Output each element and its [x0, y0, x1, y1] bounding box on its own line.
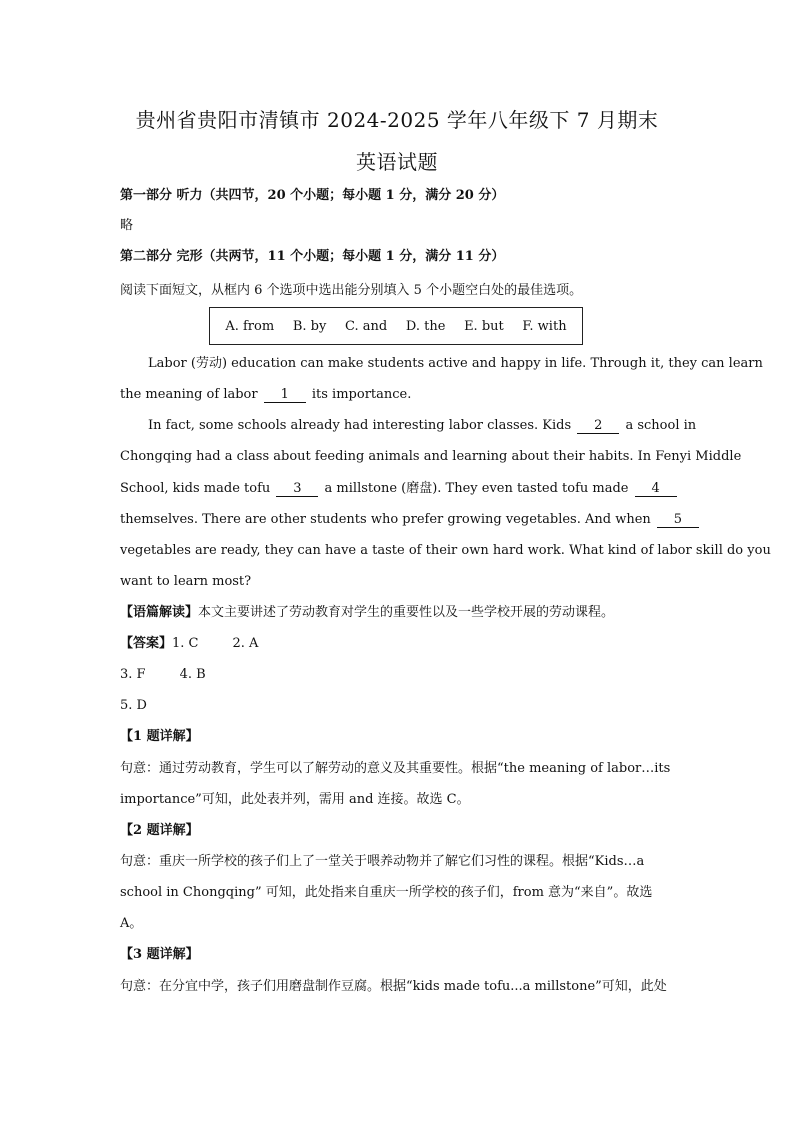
analysis-text: 本文主要讲述了劳动教育对学生的重要性以及一些学校开展的劳动课程。: [198, 605, 615, 620]
q2-label: 【2 题详解】: [120, 823, 199, 838]
q1-label: 【1 题详解】: [120, 729, 199, 744]
passage-line: vegetables are ready, they can have a taste of their own hard work. What kind of labor skill do you: [120, 543, 771, 558]
options-box: [209, 307, 583, 345]
exam-title-line1: 贵州省贵阳市清镇市 2024-2025 学年八年级下 7 月期末: [135, 108, 659, 132]
passage-line: In fact, some schools already had interesting labor classes. Kids 2 a school in: [148, 418, 697, 433]
blank-3: 3: [276, 482, 318, 497]
passage-line: School, kids made tofu 3 a millstone (磨盘). They even tasted tofu made 4: [120, 479, 680, 499]
q2-explanation: 句意：重庆一所学校的孩子们上了一堂关于喂养动物并了解它们习性的课程。根据“Kids…a: [120, 854, 645, 869]
option-d: D. the: [405, 318, 446, 334]
option-e: E. but: [464, 318, 504, 334]
option-c: C. and: [345, 318, 388, 334]
exam-title-line2: 英语试题: [356, 150, 438, 174]
part1-note: 略: [120, 218, 134, 233]
q1-explanation: importance”可知，此处表并列，需用 and 连接。故选 C。: [120, 792, 470, 807]
q3-explanation: 句意：在分宜中学，孩子们用磨盘制作豆腐。根据“kids made tofu...a millstone”可知，此处: [120, 979, 667, 994]
blank-2: 2: [577, 419, 619, 434]
q2-explanation: A。: [120, 916, 143, 931]
answer-line: 5. D: [120, 698, 147, 713]
part2-heading: 第二部分 完形（共两节，11 个小题；每小题 1 分，满分 11 分）: [120, 249, 505, 264]
answer-line: 【答案】1. C 2. A: [120, 636, 259, 651]
passage-line: Labor (劳动) education can make students active and happy in life. Through it, they can learn: [148, 356, 763, 371]
reading-instruction: 阅读下面短文，从框内 6 个选项中选出能分别填入 5 个小题空白处的最佳选项。: [120, 283, 583, 298]
q3-label: 【3 题详解】: [120, 947, 199, 962]
passage-line: Chongqing had a class about feeding animals and learning about their habits. In Fenyi Middle: [120, 449, 742, 464]
analysis-label: 【语篇解读】: [120, 605, 199, 620]
blank-4: 4: [635, 482, 677, 497]
blank-1: 1: [264, 388, 306, 403]
passage-line: want to learn most?: [120, 574, 252, 589]
option-f: F. with: [522, 318, 567, 334]
answer-label: 【答案】: [120, 636, 173, 651]
passage-line: the meaning of labor 1 its importance.: [120, 387, 412, 402]
option-a: A. from: [225, 318, 275, 334]
passage-line: themselves. There are other students who prefer growing vegetables. And when 5: [120, 510, 680, 530]
q1-explanation: 句意：通过劳动教育，学生可以了解劳动的意义及其重要性。根据“the meaning of labor…its: [120, 761, 671, 776]
answer-line: 3. F 4. B: [120, 667, 206, 682]
blank-5: 5: [657, 513, 699, 528]
analysis-line: [120, 603, 680, 623]
q2-explanation: school in Chongqing” 可知，此处指来自重庆一所学校的孩子们，from 意为“来自”。故选: [120, 885, 653, 900]
option-b: B. by: [292, 318, 327, 334]
part1-heading: 第一部分 听力（共四节，20 个小题；每小题 1 分，满分 20 分）: [120, 188, 505, 203]
